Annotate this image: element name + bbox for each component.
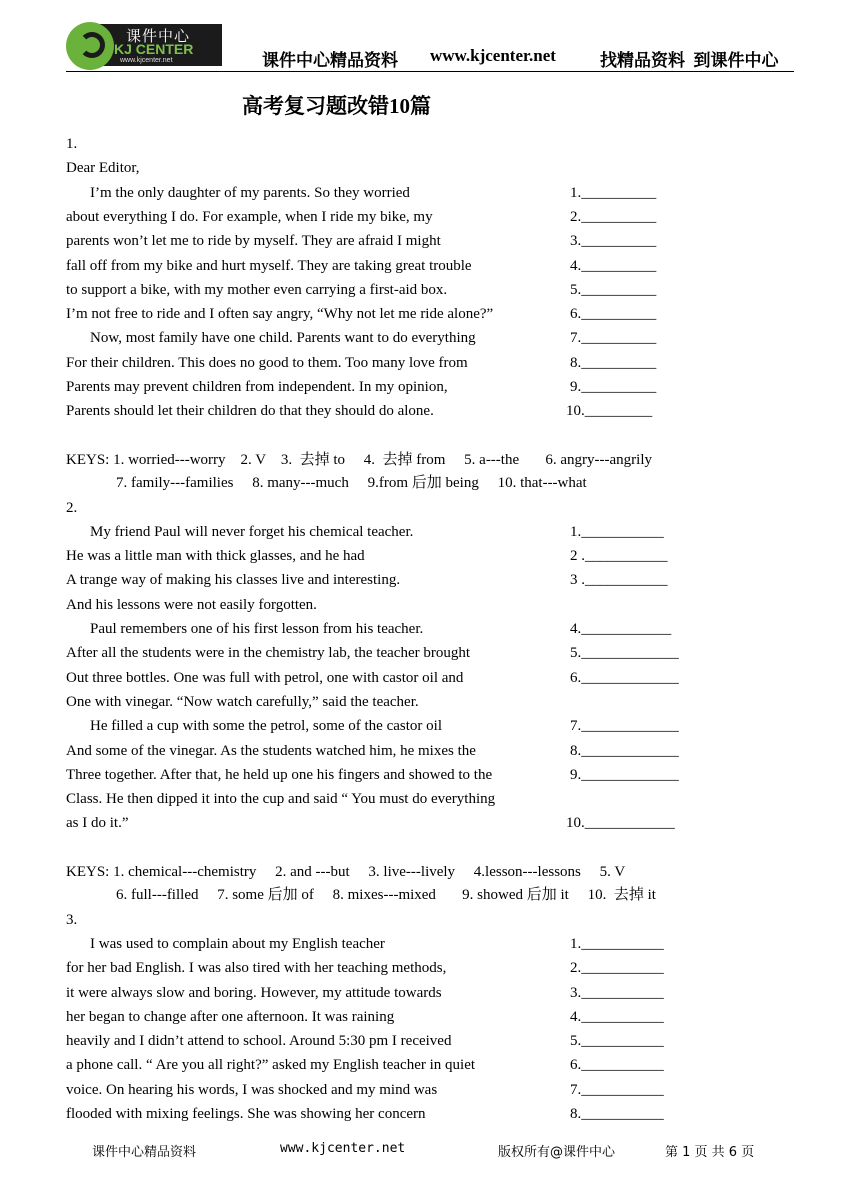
passage-number: 3. (66, 911, 78, 928)
answer-blank[interactable]: 1.__________ (570, 184, 657, 201)
passage-line: Three together. After that, he held up one his fingers and showed to the (66, 766, 493, 783)
answer-blank[interactable]: 6._____________ (570, 669, 679, 686)
answer-blank[interactable]: 5.___________ (570, 1033, 664, 1050)
answer-blank[interactable]: 4.___________ (570, 1008, 664, 1025)
passage-line: for her bad English. I was also tired with her teaching methods, (66, 960, 447, 977)
header-url-link[interactable]: www.kjcenter.net (430, 46, 556, 65)
logo-en-text: KJ CENTER (114, 41, 194, 57)
passage-line: voice. On hearing his words, I was shocked and my mind was (66, 1081, 438, 1098)
answer-blank[interactable]: 5._____________ (570, 645, 679, 662)
passage-line: A trange way of making his classes live and interesting. (66, 572, 401, 589)
passage-line: Parents may prevent children from independent. In my opinion, (66, 379, 448, 395)
header-divider (66, 71, 794, 72)
answer-blank[interactable]: 6.__________ (570, 306, 657, 323)
answer-blank[interactable]: 1.___________ (570, 935, 664, 952)
answer-blank[interactable]: 7.__________ (570, 330, 657, 347)
passage-line: parents won’t let me to ride by myself. They are afraid I might (66, 233, 441, 250)
answer-keys-line: KEYS: 1. chemical---chemistry 2. and ---but 3. live---lively 4.lesson---lessons 5. V (66, 864, 626, 880)
salutation: Dear Editor, (66, 160, 140, 177)
passage-line: He was a little man with thick glasses, and he had (66, 548, 365, 565)
answer-blank[interactable]: 1.___________ (570, 523, 664, 540)
passage-line: it were always slow and boring. However, my attitude towards (66, 984, 442, 1001)
answer-blank[interactable]: 3.__________ (570, 233, 657, 250)
answer-blank[interactable]: 8.__________ (570, 354, 657, 371)
answer-blank[interactable]: 8._____________ (570, 742, 679, 759)
header-right-text: 找精品资料 到课件中心 (600, 51, 779, 70)
answer-blank[interactable]: 3.___________ (570, 984, 664, 1001)
footer-url-link[interactable]: www.kjcenter.net (280, 1141, 406, 1156)
header-left-text: 课件中心精品资料 (262, 51, 398, 70)
answer-keys-line: 7. family---families 8. many---much 9.from 后加 being 10. that---what (116, 475, 587, 492)
passage-line: her began to change after one afternoon. It was raining (66, 1008, 395, 1025)
answer-blank[interactable]: 2.___________ (570, 960, 664, 977)
passage-line: I’m not free to ride and I often say angry, “Why not let me ride alone?” (66, 306, 494, 323)
footer-copyright: 版权所有@课件中心 (498, 1145, 616, 1160)
passage-line: Paul remembers one of his first lesson from his teacher. (90, 621, 424, 637)
passage-line: One with vinegar. “Now watch carefully,” said the teacher. (66, 693, 419, 710)
passage-line: Out three bottles. One was full with petrol, one with castor oil and (66, 669, 464, 686)
page-header (66, 22, 794, 74)
logo-swirl-icon (66, 22, 114, 70)
passage-line: fall off from my bike and hurt myself. They are taking great trouble (66, 257, 472, 274)
passage-line: And his lessons were not easily forgotten. (66, 596, 317, 613)
passage-line: flooded with mixing feelings. She was showing her concern (66, 1106, 426, 1122)
answer-blank[interactable]: 3 .___________ (570, 572, 668, 589)
passage-line: a phone call. “ Are you all right?” asked my English teacher in quiet (66, 1057, 476, 1074)
answer-blank[interactable]: 10._________ (566, 403, 653, 420)
passage-line: After all the students were in the chemistry lab, the teacher brought (66, 645, 471, 662)
answer-blank[interactable]: 7._____________ (570, 718, 679, 735)
passage-line: I’m the only daughter of my parents. So they worried (90, 184, 410, 201)
answer-blank[interactable]: 4.__________ (570, 257, 657, 274)
passage-line: about everything I do. For example, when I ride my bike, my (66, 208, 433, 225)
passage-line: For their children. This does no good to them. Too many love from (66, 354, 468, 371)
answer-blank[interactable]: 6.___________ (570, 1057, 664, 1074)
answer-blank[interactable]: 9._____________ (570, 766, 679, 783)
passage-line: And some of the vinegar. As the students watched him, he mixes the (66, 742, 476, 759)
answer-blank[interactable]: 9.__________ (570, 379, 657, 395)
passage-line: heavily and I didn’t attend to school. Around 5:30 pm I received (66, 1033, 452, 1050)
answer-blank[interactable]: 5.__________ (570, 281, 657, 298)
passage-line: to support a bike, with my mother even carrying a first-aid box. (66, 281, 448, 298)
logo-url-text: www.kjcenter.net (120, 57, 173, 64)
footer-left-text: 课件中心精品资料 (92, 1145, 197, 1160)
passage-line: as I do it.” (66, 815, 129, 832)
kjcenter-logo (66, 22, 222, 68)
answer-blank[interactable]: 2.__________ (570, 208, 657, 225)
answer-keys-line: KEYS: 1. worried---worry 2. V 3. 去掉 to 4. 去掉 from 5. a---the 6. angry---angrily (66, 451, 653, 468)
answer-blank[interactable]: 4.____________ (570, 621, 672, 637)
passage-number: 1. (66, 136, 78, 152)
answer-blank[interactable]: 7.___________ (570, 1081, 664, 1098)
passage-line: My friend Paul will never forget his chemical teacher. (90, 523, 414, 540)
answer-keys-line: 6. full---filled 7. some 后加 of 8. mixes---mixed 9. showed 后加 it 10. 去掉 it (116, 887, 656, 904)
answer-blank[interactable]: 10.____________ (566, 815, 675, 832)
footer-page-number: 第 1 页 共 6 页 (665, 1145, 755, 1160)
answer-blank[interactable]: 8.___________ (570, 1106, 664, 1122)
passage-line: Parents should let their children do that they should do alone. (66, 403, 434, 420)
passage-number: 2. (66, 499, 78, 516)
logo-cn-text: 课件中心 (126, 27, 191, 45)
passage-line: Class. He then dipped it into the cup and said “ You must do everything (66, 791, 496, 808)
passage-line: Now, most family have one child. Parents want to do everything (90, 330, 476, 347)
passage-line: I was used to complain about my English teacher (90, 935, 385, 952)
page-title: 高考复习题改错10篇 (242, 94, 431, 118)
answer-blank[interactable]: 2 .___________ (570, 548, 668, 565)
passage-line: He filled a cup with some the petrol, some of the castor oil (90, 718, 442, 735)
